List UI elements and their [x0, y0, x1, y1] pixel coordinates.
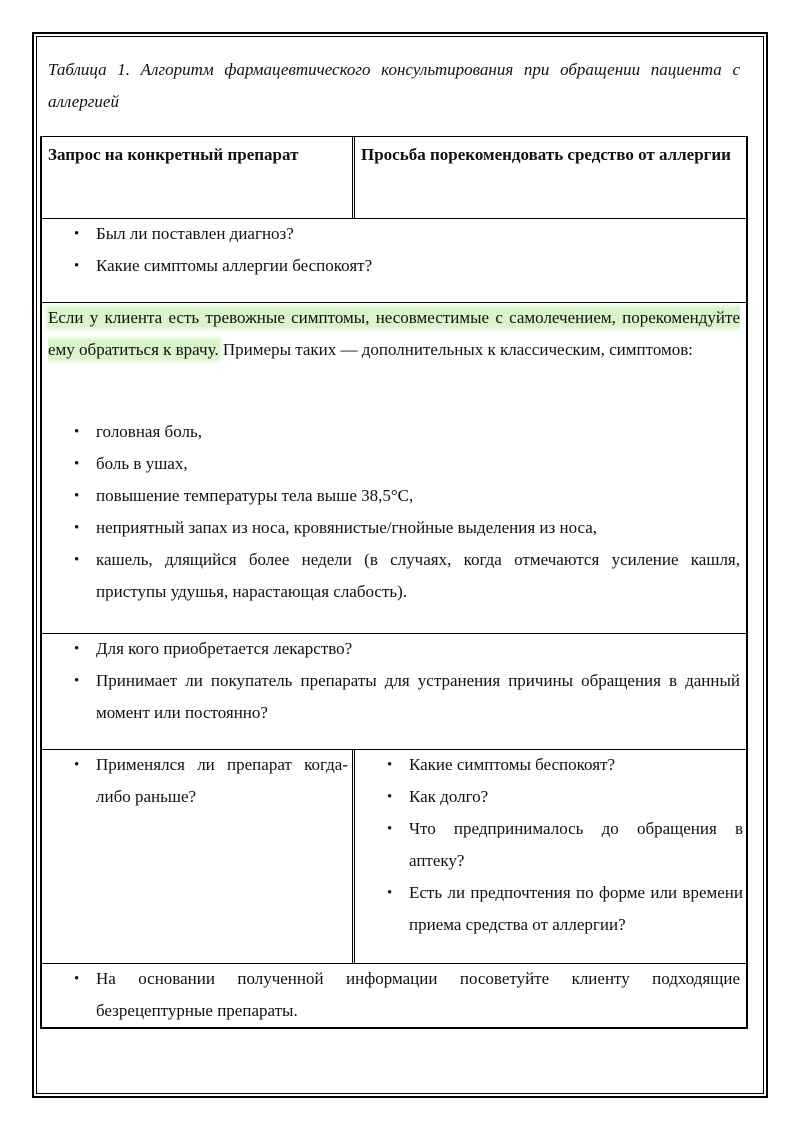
symptoms-list — [48, 416, 740, 608]
examples-intro: Примеры таких — дополнительных к классическим, симптомов: — [218, 340, 694, 359]
list-item: • Для кого приобретается лекарство? — [48, 633, 740, 665]
list-item: • Применялся ли препарат когда-либо раньше? — [48, 749, 348, 813]
table-row-alarming-symptoms — [40, 302, 748, 634]
table-caption: Таблица 1. Алгоритм фармацевтического консультирования при обращении пациента с аллергией — [48, 60, 740, 111]
table-row-recommendation — [40, 963, 748, 1029]
table-row-purchaser — [40, 633, 748, 750]
header-left-text: Запрос на конкретный препарат — [48, 145, 299, 164]
column-divider — [352, 137, 355, 218]
table-row-questions — [40, 749, 748, 964]
list-item: • Какие симптомы беспокоят? — [361, 749, 743, 781]
header-cell-specific-drug — [48, 137, 350, 218]
diagnosis-list — [48, 218, 740, 282]
list-item: • Какие симптомы аллергии беспокоят? — [48, 250, 740, 282]
purchaser-list — [48, 633, 740, 729]
alarming-symptoms-paragraph — [48, 302, 740, 366]
list-item: • На основании полученной информации посоветуйте клиенту подходящие безрецептурные препараты. — [48, 963, 740, 1027]
column-divider — [352, 749, 355, 963]
list-item: • Принимает ли покупатель препараты для устранения причины обращения в данный момент или постоянно? — [48, 665, 740, 729]
list-item: • Есть ли предпочтения по форме или времени приема средства от аллергии? — [361, 877, 743, 941]
list-item: • боль в ушах, — [48, 448, 740, 480]
drug-used-list — [48, 749, 348, 813]
symptom-questions-list — [361, 749, 743, 941]
table-header-row — [40, 136, 748, 219]
list-item: • повышение температуры тела выше 38,5°С, — [48, 480, 740, 512]
list-item: • Как долго? — [361, 781, 743, 813]
list-item: • кашель, длящийся более недели (в случаях, когда отмечаются усиление кашля, приступы удушья, нарастающая слабость). — [48, 544, 740, 608]
list-item: • неприятный запах из носа, кровянистые/гнойные выделения из носа, — [48, 512, 740, 544]
header-cell-recommend-request — [361, 137, 743, 218]
list-item: • головная боль, — [48, 416, 740, 448]
list-item: • Что предпринималось до обращения в аптеку? — [361, 813, 743, 877]
header-right-text: Просьба порекомендовать средство от аллергии — [361, 145, 731, 164]
highlighted-warning: Если у клиента есть тревожные симптомы, несовместимые с самолечением, порекомендуйте ему обратиться к врачу. — [48, 308, 740, 359]
recommendation-list — [48, 963, 740, 1027]
table-row-diagnosis — [40, 218, 748, 303]
list-item: • Был ли поставлен диагноз? — [48, 218, 740, 250]
